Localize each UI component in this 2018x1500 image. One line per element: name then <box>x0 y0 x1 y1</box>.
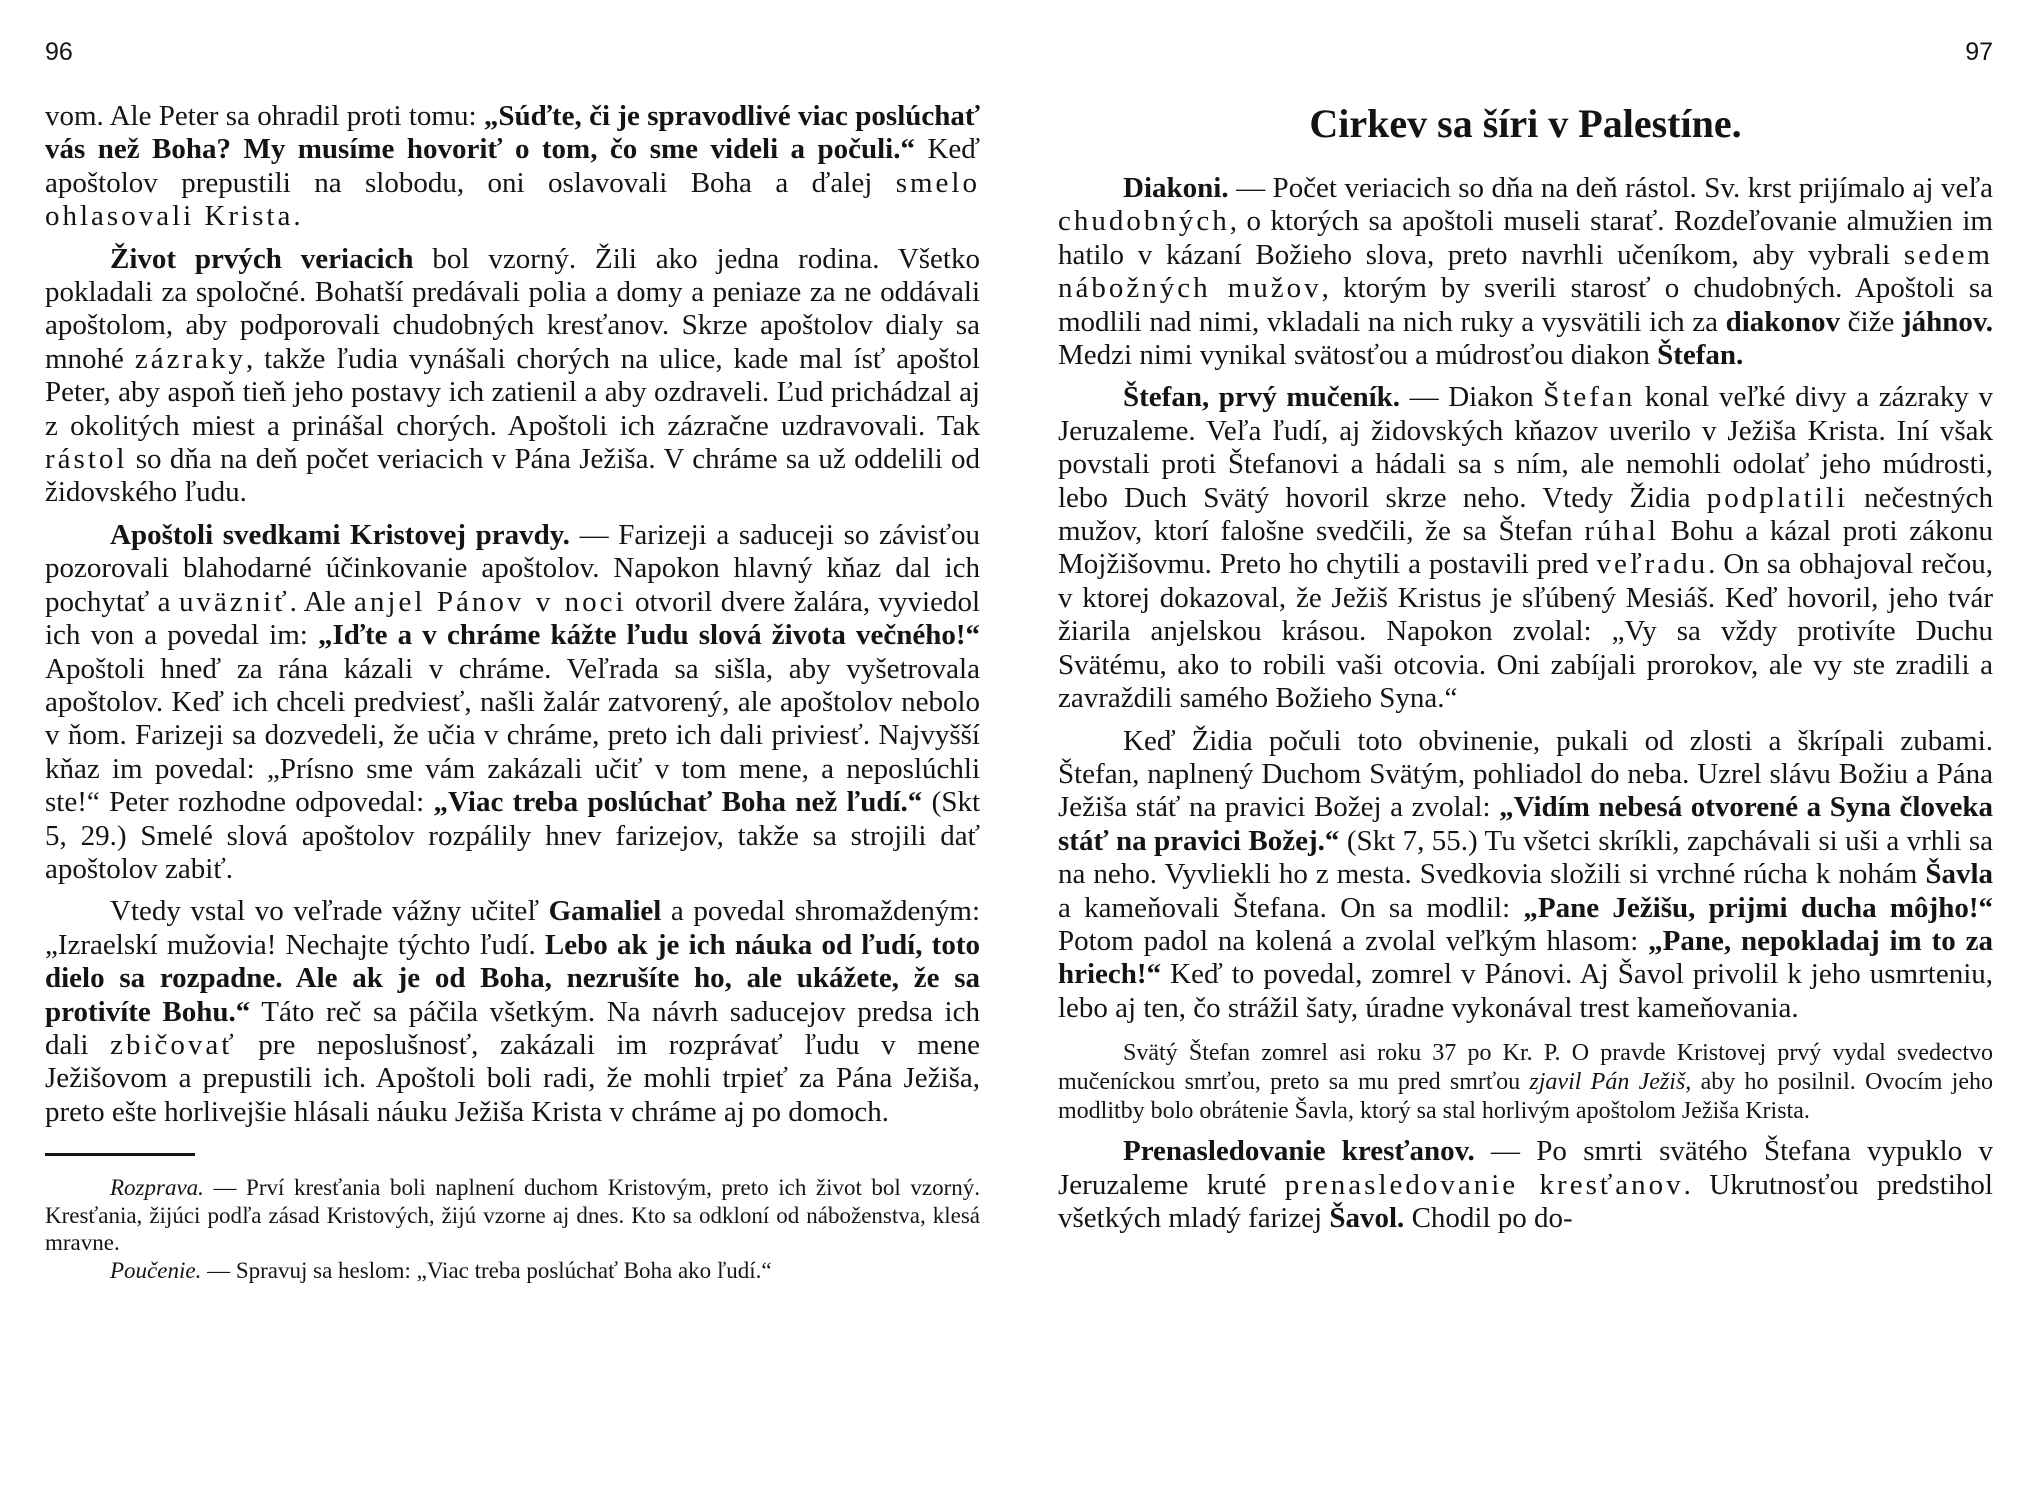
bold-term: diakonov <box>1725 305 1841 338</box>
bold-term: jáhnov. <box>1901 305 1993 338</box>
page-number: 96 <box>45 38 73 66</box>
text-run: bol vzorný. Žili ako jedna rodina. Všetko pokladali za spoločné. Bohatší predávali polia a domy a peniaze za ne oddávali apoštolom, aby podporovali chudobných kresťanov. Skrze apoštolov dialy sa mnohé <box>45 242 980 375</box>
bold-name: Štefan. <box>1657 339 1744 372</box>
section-heading: Život prvých veriacich <box>110 242 414 275</box>
spaced-text: uväzniť <box>178 585 290 618</box>
text-run: Bohu a kázal proti zákonu Mojžišovmu. Preto ho chytili a postavili pred <box>1058 515 1993 581</box>
footnotes <box>45 1174 980 1284</box>
text-run: Vtedy vstal vo veľrade vážny učiteľ <box>110 895 549 928</box>
spaced-text: rúhal <box>1584 515 1659 548</box>
paragraph <box>45 243 980 510</box>
paragraph <box>45 100 980 234</box>
section-heading: Štefan, prvý mučeník. <box>1123 381 1401 414</box>
section-heading: Prenasledovanie kresťanov. <box>1123 1135 1475 1168</box>
text-run: Keď Židia počuli toto obvinenie, pukali od zlosti a škrípali zubami. Štefan, naplnený Duchom Svätým, pohliadol do neba. Uzrel slávu Božiu a Pána Ježiša stáť na pravici Božej a zvolal: <box>1058 724 1993 824</box>
text-run: — Po smrti svätého Štefana vypuklo v Jeruzaleme kruté <box>1058 1135 1994 1201</box>
text-run: Keď to povedal, zomrel v Pánovi. Aj Šavol privolil k jeho usmrteniu, lebo aj ten, čo strážil šaty, úradne vykonával trest kameňovania. <box>1058 958 1993 1024</box>
italic-text: zjavil Pán Ježiš, <box>1529 1069 1692 1096</box>
side-note <box>1058 1039 1993 1126</box>
text-run: . Ukrutnosťou predstihol všetkých mladý farizej <box>1058 1168 1993 1234</box>
text-run: čiže <box>1840 305 1902 338</box>
bold-quote: „Pane Ježišu, prijmi ducha môjho!“ <box>1523 891 1993 924</box>
text-run: otvoril dvere žalára, vyviedol ich von a povedal im: <box>45 585 980 652</box>
text-run: vom. Ale Peter sa ohradil proti tomu: <box>45 100 484 132</box>
bold-name: Gamaliel <box>548 895 662 928</box>
body-text <box>1058 172 1993 1244</box>
text-run: konal veľké divy a zázraky v Jeruzaleme. Veľa ľudí, aj židovských kňazov uverilo v Ježiša Krista. Iní však povstali proti Štefanovi a hádali sa s ním, ale nemohli odolať jeho múdrosti, lebo Duch Svätý hovoril skrze neho. Vtedy Židia <box>1058 381 1993 514</box>
spaced-text: smelo ohlasovali Krista <box>45 166 980 233</box>
paragraph <box>1058 381 1993 715</box>
spaced-text: podplatili <box>1706 481 1848 514</box>
text-run: Apoštoli hneď za rána kázali v chráme. Veľrada sa sišla, aby vyšetrovala apoštolov. Keď ich chceli predviesť, našli žalár zatvorený, ale apoštolov nebolo v ňom. Farizeji sa dozvedeli, že učia v chráme, preto ich dali priviesť. Najvyšší kňaz im povedal: „Prísno sme vám zakázali učiť v tom mene, a neposlúchli ste!“ Peter rozhodne odpovedal: <box>45 652 980 819</box>
text-run: Potom padol na kolená a zvolal veľkým hlasom: <box>1058 924 1649 957</box>
spaced-text: prenasledovanie kresťanov <box>1284 1168 1684 1201</box>
section-heading: Diakoni. <box>1123 172 1229 204</box>
section-heading: Apoštoli svedkami Kristovej pravdy. <box>110 518 570 551</box>
footnote-text: — Spravuj sa heslom: „Viac treba poslúchať Boha ako ľudí.“ <box>201 1257 772 1283</box>
bold-quote: „Viac treba poslúchať Boha než ľudí.“ <box>433 786 923 819</box>
text-run: nečestných mužov, ktorí falošne svedčili, že sa Štefan <box>1058 481 1993 548</box>
text-run: aby ho posilnil. Ovocím jeho modlitby bolo obrátenie Šavla, ktorý sa stal horlivým apoštolom Ježiša Krista. <box>1058 1069 1993 1125</box>
body-text <box>45 100 980 1284</box>
text-run: a povedal shromaždeným: „Izraelskí mužovia! Nechajte týchto ľudí. <box>45 895 980 961</box>
text-run: Svätý Štefan zomrel asi roku 37 po Kr. P. O pravde Kristovej prvý vydal svedectvo mučeníckou smrťou, preto sa mu pred smrťou <box>1058 1040 1993 1096</box>
right-page <box>1058 0 1993 1500</box>
text-run: so dňa na deň počet veriacich v Pána Ježiša. V chráme sa už oddelili od židovského ľudu. <box>45 443 980 509</box>
text-run: . <box>293 200 301 233</box>
text-run: , takže ľudia vynášali chorých na ulice, kade mal ísť apoštol Peter, aby aspoň tieň jeho postavy ich zatienil a aby ozdraveli. Ľud prichádzal aj z okolitých miest a prinášal chorých. Apoštoli ich zázračne uzdravovali. Tak <box>45 342 980 442</box>
bold-name: Šavol. <box>1329 1201 1405 1234</box>
spaced-text: Štefan <box>1543 381 1636 414</box>
paragraph <box>45 895 980 1129</box>
paragraph <box>1058 1135 1993 1235</box>
text-run: a kameňovali Štefana. On sa modlil: <box>1058 891 1524 924</box>
paragraph <box>1058 725 1993 1026</box>
footnote-label: Poučenie. <box>110 1257 202 1283</box>
spaced-text: zbičovať <box>110 1028 237 1061</box>
text-run: (Skt 5, 29.) Smelé slová apoštolov rozpálily hnev farizejov, takže sa strojili dať apoštolov zabiť. <box>45 786 981 885</box>
page-number: 97 <box>1965 38 1993 66</box>
text-run: — Počet veriacich so dňa na deň rástol. Sv. krst prijímalo aj veľa <box>1228 172 1993 204</box>
text-run: Medzi nimi vynikal svätosťou a múdrosťou diakon <box>1058 339 1658 372</box>
bold-quote: „Iďte a v chráme kážte ľudu slová života večného!“ <box>317 619 980 652</box>
spaced-text: veľradu <box>1596 548 1709 581</box>
paragraph <box>45 519 980 886</box>
text-run: (Skt 7, 55.) Tu všetci skríkli, zapchávali si uši a vrhli sa na neho. Vyvliekli ho z mesta. Svedkovia složili si vrchné rúcha k nohám <box>1058 824 1993 891</box>
footnote-label: Rozprava. <box>110 1175 204 1201</box>
bold-quote: „Pane, nepokladaj im to za hriech!“ <box>1058 924 1993 991</box>
footnote-divider <box>45 1153 195 1156</box>
text-run: . On sa obhajoval rečou, v ktorej dokazoval, že Ježiš Kristus je sľúbený Mesiáš. Keď hovoril, jeho tvár žiarila anjelskou krásou. Napokon zvolal: „Vy sa vždy protivíte Duchu Svätému, ako to robili vaši otcovia. Oni zabíjali prorokov, ale vy ste zradili a zavraždili samého Božieho Syna.“ <box>1058 548 1994 715</box>
bold-quote: Lebo ak je ich náuka od ľudí, toto dielo sa rozpadne. Ale ak je od Boha, nezrušíte ho, ale ukážete, že sa protivíte Bohu.“ <box>45 928 980 1028</box>
footnote <box>45 1174 980 1257</box>
text-run: pre neposlušnosť, zakázali im rozprávať ľudu v mene Ježišovom a prepustili ich. Apoštoli boli radi, že mohli trpieť za Pána Ježiša, preto ešte horlivejšie hlásali náuku Ježiša Krista v chráme aj po domoch. <box>45 1028 980 1128</box>
bold-quote: „Súďte, či je spravodlivé viac poslúchať vás než Boha? My musíme hovoriť o tom, čo sme videli a počuli.“ <box>45 100 980 166</box>
text-run: — Diakon <box>1400 381 1544 414</box>
paragraph <box>1058 172 1993 372</box>
text-run: Táto reč sa páčila všetkým. Na návrh saducejov predsa ich dali <box>45 995 980 1061</box>
spaced-text: zázraky <box>134 342 246 375</box>
text-run: , o ktorých sa apoštoli museli starať. Rozdeľovanie almužien im hatilo v kázaní Božieho slova, preto navrhli učeníkom, aby vybrali <box>1058 205 1993 271</box>
footnote <box>45 1257 980 1285</box>
text-run: Keď apoštolov prepustili na slobodu, oni oslavovali Boha a ďalej <box>45 133 980 199</box>
bold-name: Šavla <box>1925 858 1993 891</box>
bold-quote: „Vidím nebesá otvorené a Syna človeka stáť na pravici Božej.“ <box>1058 791 1993 857</box>
spaced-text: chudobných <box>1058 205 1230 238</box>
chapter-title: Cirkev sa šíri v Palestíne. <box>1309 101 1742 146</box>
spaced-text: sedem nábožných mužov <box>1058 238 1993 305</box>
left-page <box>45 0 980 1500</box>
text-run: , ktorým by sverili starosť o chudobných. Apoštoli sa modlili nad nimi, vkladali na nich ruky a vysvätili ich za <box>1058 272 1993 338</box>
text-run: Chodil po do- <box>1404 1201 1573 1234</box>
text-run: — Farizeji a saduceji so závisťou pozorovali blahodarné účinkovanie apoštolov. Napokon hlavný kňaz dal ich pochytať a <box>45 518 980 618</box>
footnote-text: — Prví kresťania boli naplnení duchom Kristovým, preto ich život bol vzorný. Kresťania, žijúci podľa zásad Kristových, žijú vzorne aj dnes. Kto sa odkloní od náboženstva, klesá mravne. <box>45 1175 980 1256</box>
spaced-text: anjel Pánov v noci <box>354 585 627 618</box>
text-run: . Ale <box>289 585 355 618</box>
spaced-text: rástol <box>45 443 128 476</box>
